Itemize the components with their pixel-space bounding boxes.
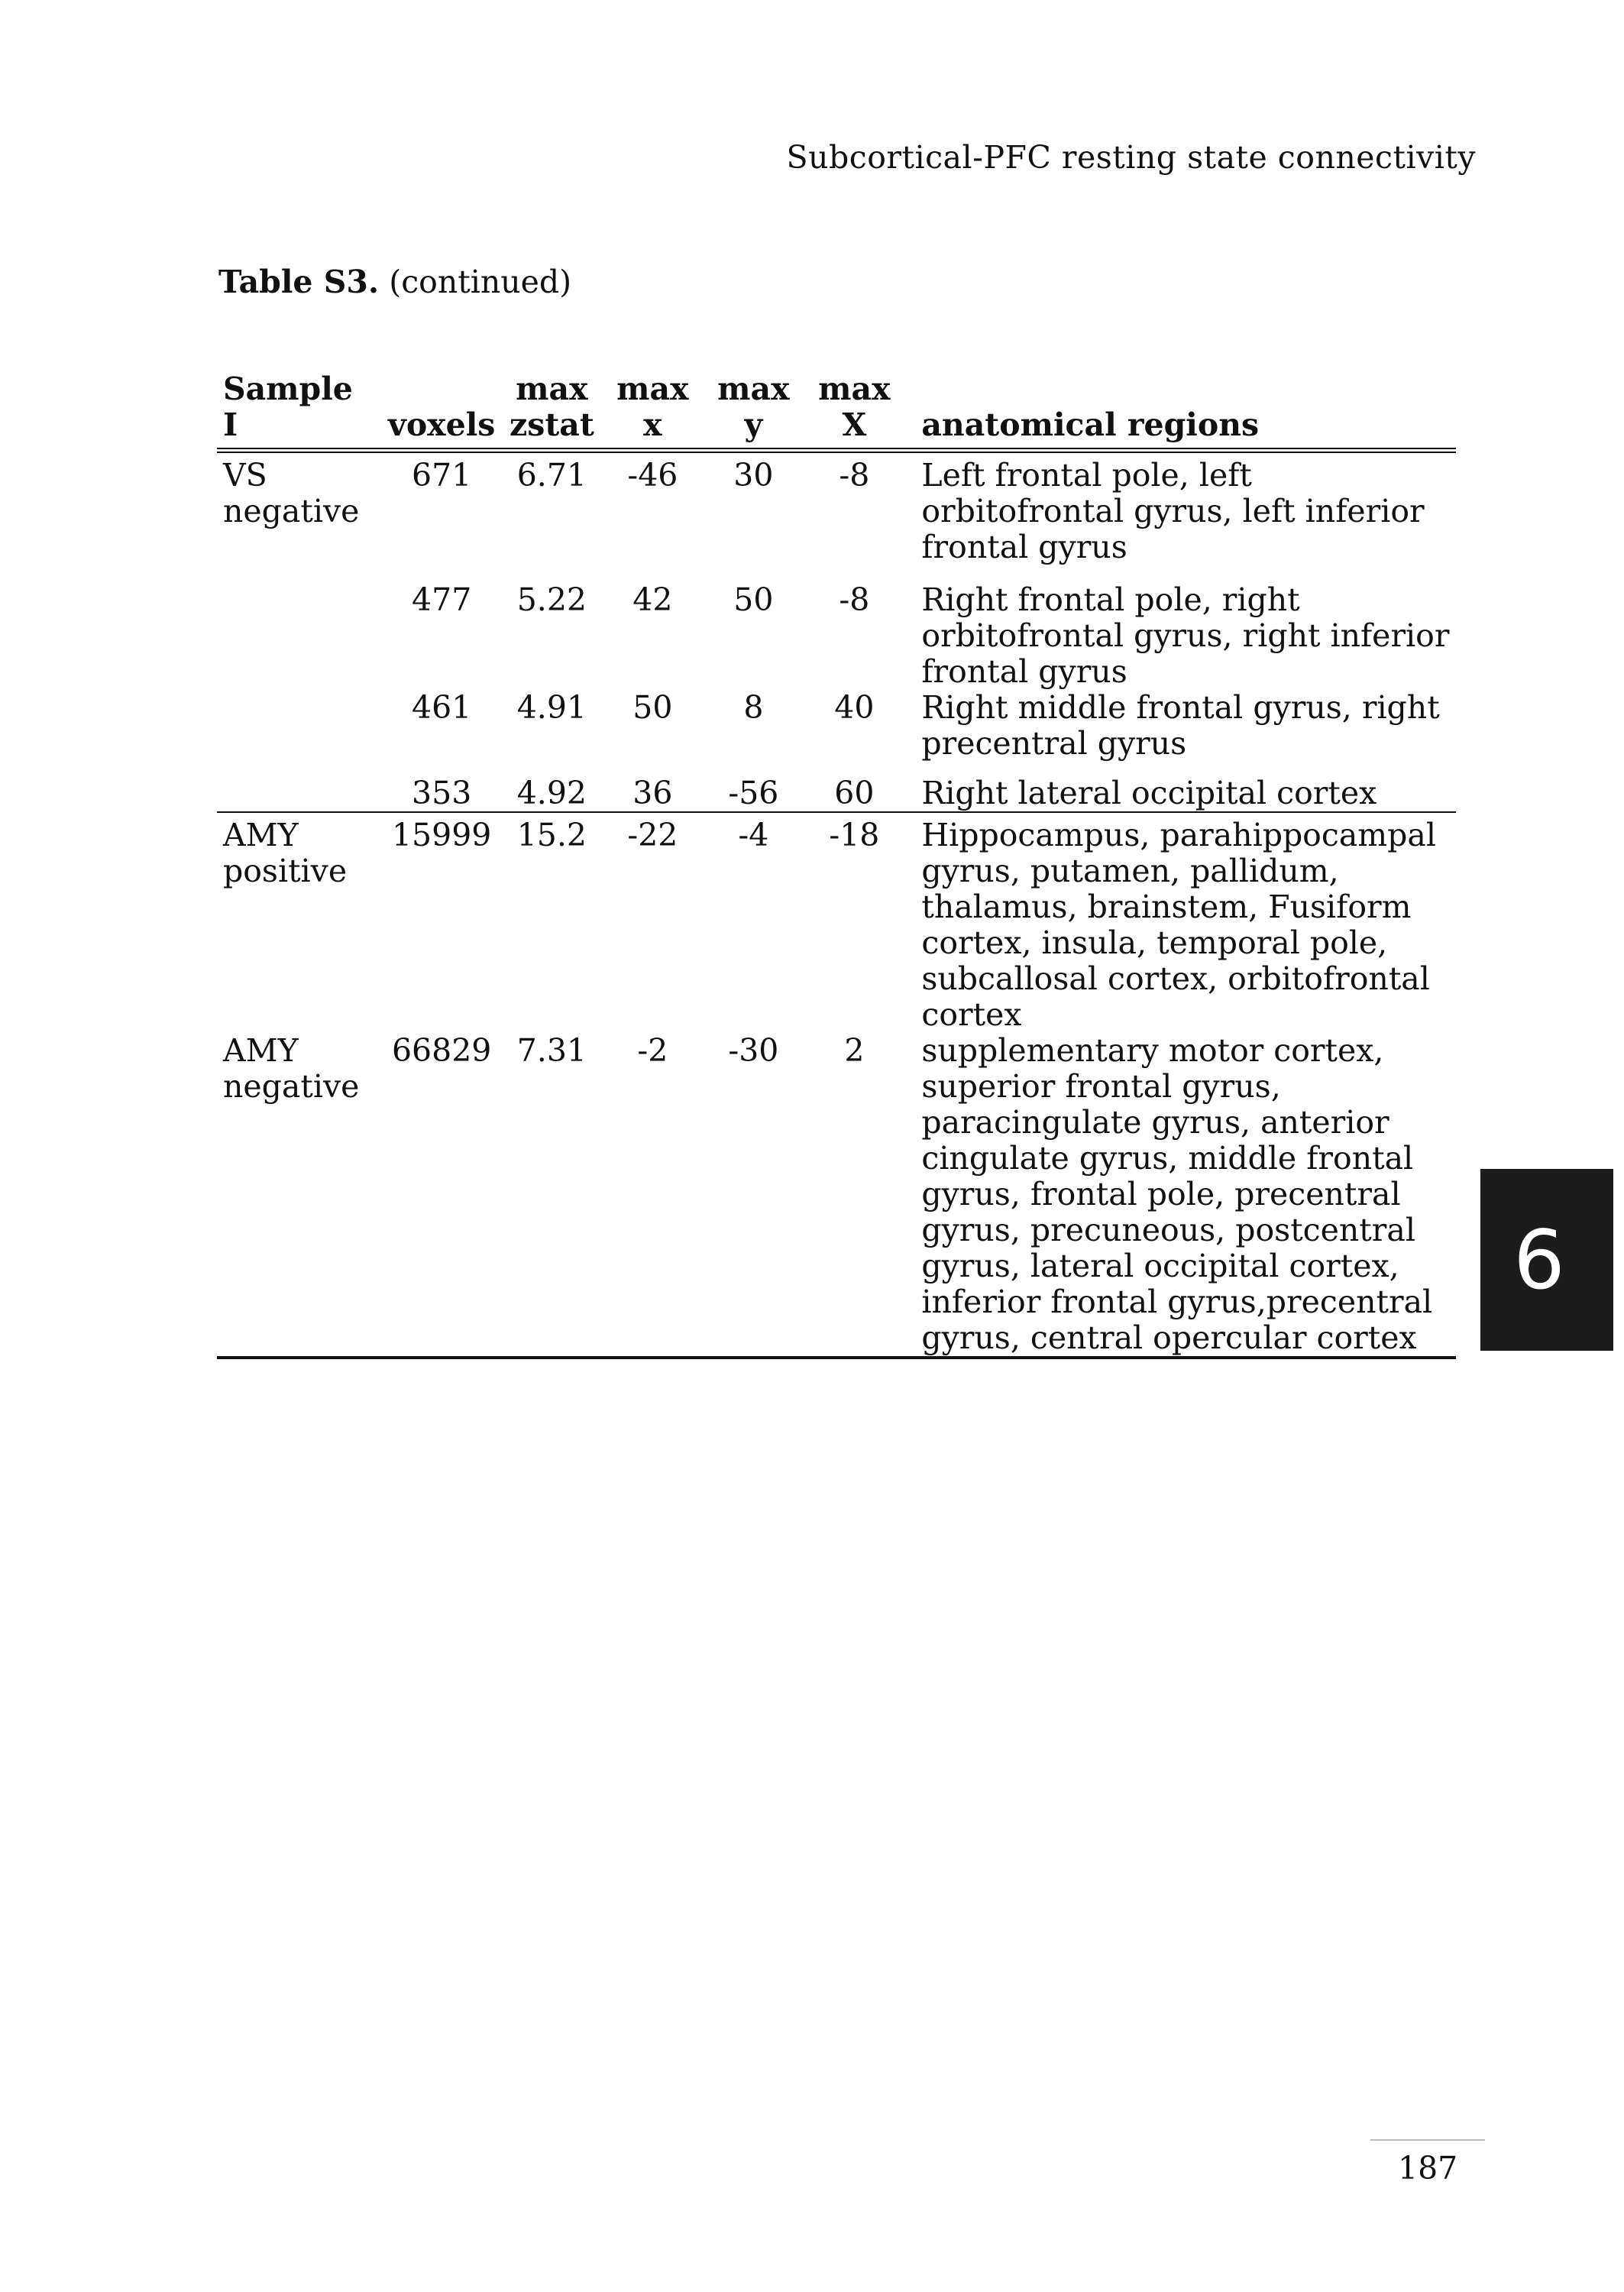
chapter-tab: 6 bbox=[1480, 1169, 1613, 1351]
header-max-y bbox=[703, 371, 804, 451]
header-regions: anatomical regions bbox=[904, 371, 1456, 451]
cell-sample bbox=[217, 690, 382, 762]
cell-zstat: 15.2 bbox=[516, 817, 587, 853]
cell-zstat: 7.31 bbox=[501, 1033, 602, 1358]
table-row bbox=[217, 451, 1456, 566]
cell-regions: Right middle frontal gyrus, right precentral gyrus bbox=[921, 689, 1440, 762]
cell-y: -30 bbox=[703, 1033, 804, 1358]
cell-z: 60 bbox=[804, 762, 904, 812]
header-max-z bbox=[804, 371, 904, 451]
cell-voxels: 66829 bbox=[382, 1033, 501, 1358]
cell-sample bbox=[217, 762, 382, 812]
cell-y: -56 bbox=[703, 762, 804, 812]
cell-sample: AMY negative bbox=[217, 1033, 382, 1358]
cell-zstat: 4.92 bbox=[501, 762, 602, 812]
header-zstat-line1: max bbox=[516, 371, 588, 407]
results-table bbox=[217, 371, 1456, 1359]
cell-voxels: 15999 bbox=[391, 817, 492, 853]
header-max-y-line1: max bbox=[717, 371, 790, 407]
cell-y: 8 bbox=[743, 689, 764, 726]
table-caption-text: (continued) bbox=[379, 264, 572, 300]
cell-sample bbox=[217, 565, 382, 690]
header-max-z-line2: X bbox=[842, 406, 867, 443]
running-header: Subcortical-PFC resting state connectivity bbox=[786, 139, 1476, 176]
cell-voxels: 353 bbox=[382, 762, 501, 812]
page-number: 187 bbox=[1398, 2150, 1458, 2187]
cell-x: 50 bbox=[632, 689, 673, 726]
results-table-wrapper bbox=[217, 371, 1456, 1359]
cell-voxels: 477 bbox=[412, 581, 472, 618]
table-row bbox=[217, 762, 1456, 812]
cell-sample: AMY positive bbox=[223, 817, 348, 889]
cell-z: -8 bbox=[839, 457, 870, 494]
cell-x: -22 bbox=[627, 817, 678, 853]
cell-regions: Left frontal pole, left orbitofrontal gyrus, left inferior frontal gyrus bbox=[921, 457, 1425, 565]
table-row bbox=[217, 690, 1456, 762]
cell-y: 50 bbox=[733, 581, 774, 618]
cell-regions: supplementary motor cortex, superior frontal gyrus, paracingulate gyrus, anterior cingulate gyrus, middle frontal gyrus, frontal pole, precentral gyrus, precuneous, postcentral gyrus, lateral occipital cortex, inferior frontal gyrus,precentral gyrus, central opercular cortex bbox=[904, 1033, 1456, 1358]
cell-regions: Hippocampus, parahippocampal gyrus, putamen, pallidum, thalamus, brainstem, Fusiform cortex, insula, temporal pole, subcallosal cortex, orbitofrontal cortex bbox=[921, 817, 1436, 1033]
cell-x: -46 bbox=[627, 457, 678, 494]
header-max-y-line2: y bbox=[744, 406, 763, 443]
cell-y: 30 bbox=[733, 457, 774, 494]
table-row bbox=[217, 565, 1456, 690]
cell-x: 36 bbox=[602, 762, 703, 812]
cell-voxels: 671 bbox=[412, 457, 472, 494]
header-max-z-line1: max bbox=[818, 371, 891, 407]
header-max-x bbox=[602, 371, 703, 451]
header-zstat-line2: zstat bbox=[509, 406, 594, 443]
cell-zstat: 4.91 bbox=[516, 689, 587, 726]
header-zstat bbox=[501, 371, 602, 451]
table-caption-label: Table S3. bbox=[218, 264, 380, 300]
cell-sample: VS negative bbox=[223, 457, 360, 529]
header-voxels: voxels bbox=[382, 371, 501, 451]
header-max-x-line1: max bbox=[616, 371, 689, 407]
cell-z: 40 bbox=[834, 689, 875, 726]
cell-z: -18 bbox=[829, 817, 880, 853]
cell-z: 2 bbox=[804, 1033, 904, 1358]
cell-regions: Right frontal pole, right orbitofrontal gyrus, right inferior frontal gyrus bbox=[921, 581, 1450, 690]
cell-z: -8 bbox=[839, 581, 870, 618]
cell-regions: Right lateral occipital cortex bbox=[904, 762, 1456, 812]
header-sample: Sample I bbox=[217, 371, 382, 451]
cell-zstat: 6.71 bbox=[516, 457, 587, 494]
cell-x: 42 bbox=[632, 581, 673, 618]
cell-zstat: 5.22 bbox=[516, 581, 587, 618]
table-row bbox=[217, 812, 1456, 1033]
cell-y: -4 bbox=[738, 817, 769, 853]
cell-voxels: 461 bbox=[412, 689, 472, 726]
table-header-row bbox=[217, 371, 1456, 451]
header-max-x-line2: x bbox=[643, 406, 662, 443]
cell-x: -2 bbox=[602, 1033, 703, 1358]
page-number-rule bbox=[1370, 2139, 1485, 2141]
table-row bbox=[217, 1033, 1456, 1358]
table-caption bbox=[218, 264, 571, 300]
